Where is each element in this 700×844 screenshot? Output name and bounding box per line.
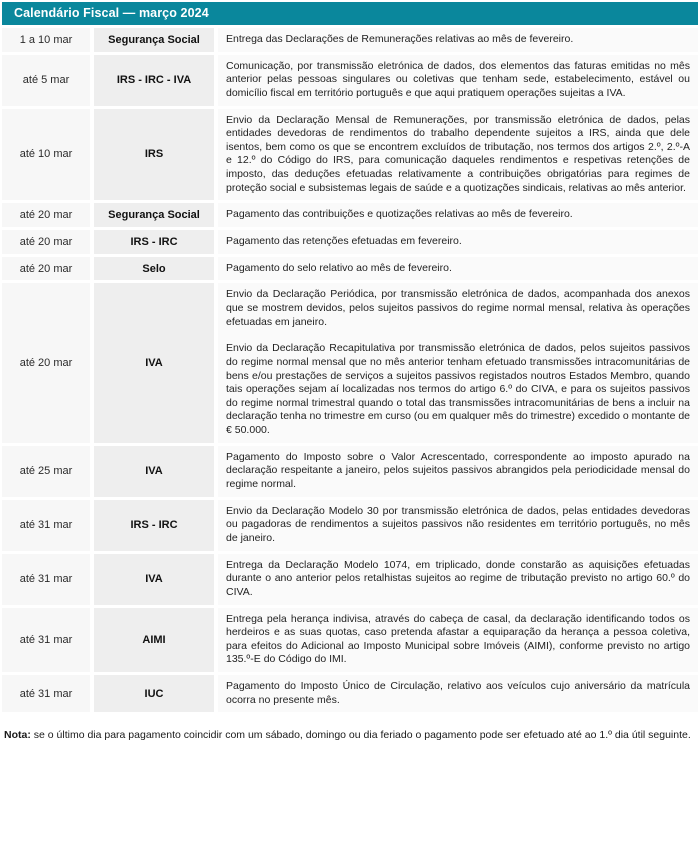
date-cell: até 31 mar	[2, 500, 90, 551]
table-row	[2, 675, 698, 712]
table-row	[2, 203, 698, 227]
description-cell: Entrega da Declaração Modelo 1074, em triplicado, donde constarão as aquisições efetuadas durante o ano anterior pelos retalhistas sujeitos ao regime de tributação previsto no artigo 60.º do CIVA.	[218, 554, 698, 605]
tax-type-cell: IRS - IRC	[94, 230, 214, 254]
table-row	[2, 257, 698, 281]
tax-type-cell: IRS - IRC	[94, 500, 214, 551]
fiscal-calendar-table	[2, 28, 698, 712]
table-row	[2, 500, 698, 551]
tax-type-cell: Selo	[94, 257, 214, 281]
date-cell: até 5 mar	[2, 55, 90, 106]
description-cell: Entrega das Declarações de Remunerações relativas ao mês de fevereiro.	[218, 28, 698, 52]
tax-type-cell: IRS - IRC - IVA	[94, 55, 214, 106]
date-cell: até 20 mar	[2, 257, 90, 281]
description-cell: Comunicação, por transmissão eletrónica de dados, dos elementos das faturas emitidas no mês anterior pelas pessoas singulares ou coletivas que tenham sede, estabelecimento, estável ou domicílio fiscal em território português e que aqui pratiquem operações sujeitas a IVA.	[218, 55, 698, 106]
date-cell: até 20 mar	[2, 283, 90, 442]
description-cell: Envio da Declaração Modelo 30 por transmissão eletrónica de dados, pelas entidades devedoras ou pagadoras de rendimentos a sujeitos passivos não residentes em território português, no mês de janeiro.	[218, 500, 698, 551]
description-cell: Envio da Declaração Mensal de Remunerações, por transmissão eletrónica de dados, pelas entidades devedoras de rendimentos do trabalho dependente sujeitos a IRS, ainda que dele isentos, bem como os que se encontrem excluídos de tributação, nos termos dos artigos 2.º, 2.º-A e 12.º do Código do IRS, para comunicação daqueles rendimentos e respetivas retenções de imposto, das deduções efetuadas relativamente a contribuições obrigatórias para regimes de proteção social e subsistemas legais de saúde e a quotizações sindicais, relativas ao mês anterior.	[218, 109, 698, 201]
tax-type-cell: AIMI	[94, 608, 214, 673]
date-cell: até 31 mar	[2, 608, 90, 673]
tax-type-cell: IVA	[94, 283, 214, 442]
page-title: Calendário Fiscal — março 2024	[2, 2, 698, 25]
date-cell: até 10 mar	[2, 109, 90, 201]
tax-type-cell: Segurança Social	[94, 203, 214, 227]
footer-note	[4, 727, 696, 743]
description-cell: Pagamento do Imposto sobre o Valor Acrescentado, correspondente ao imposto apurado na declaração respeitante a janeiro, pelos sujeitos passivos abrangidos pela periodicidade mensal do regime normal.	[218, 446, 698, 497]
footer-note-text: se o último dia para pagamento coincidir com um sábado, domingo ou dia feriado o pagamento pode ser efetuado até ao 1.º dia útil seguinte.	[30, 729, 691, 742]
tax-type-cell: IUC	[94, 675, 214, 712]
tax-type-cell: IRS	[94, 109, 214, 201]
tax-type-cell: IVA	[94, 554, 214, 605]
description-cell: Pagamento do selo relativo ao mês de fevereiro.	[218, 257, 698, 281]
table-row	[2, 55, 698, 106]
table-row	[2, 283, 698, 442]
date-cell: até 20 mar	[2, 203, 90, 227]
table-row	[2, 230, 698, 254]
table-row	[2, 446, 698, 497]
description-cell: Pagamento das contribuições e quotizações relativas ao mês de fevereiro.	[218, 203, 698, 227]
table-row	[2, 109, 698, 201]
date-cell: até 20 mar	[2, 230, 90, 254]
description-cell: Envio da Declaração Periódica, por transmissão eletrónica de dados, acompanhada dos anexos que se mostrem devidos, pelos sujeitos passivos do regime normal mensal, relativa às operações efetuadas em janeiro. Envio da Declaração Recapitulativa por transmissão eletrónica de dados, pelos sujeitos passivos do regime normal mensal que no mês anterior tenham efetuado transmissões intracomunitárias de bens e/ou prestações de serviços a sujeitos passivos registados noutros Estados Membro, quando tais operações sejam aí localizadas nos termos do artigo 6.º do CIVA, e para os sujeitos passivos do regime normal trimestral quando o total das transmissões intracomunitárias de bens a incluir na declaração tenha no trimestre em curso (ou em qualquer mês do trimestre) excedido o montante de € 50.000.	[218, 283, 698, 442]
date-cell: 1 a 10 mar	[2, 28, 90, 52]
table-row	[2, 28, 698, 52]
description-cell: Pagamento do Imposto Único de Circulação, relativo aos veículos cujo aniversário da matrícula ocorra no presente mês.	[218, 675, 698, 712]
tax-type-cell: IVA	[94, 446, 214, 497]
description-cell: Pagamento das retenções efetuadas em fevereiro.	[218, 230, 698, 254]
footer-note-label: Nota:	[4, 729, 31, 742]
tax-type-cell: Segurança Social	[94, 28, 214, 52]
date-cell: até 25 mar	[2, 446, 90, 497]
date-cell: até 31 mar	[2, 554, 90, 605]
date-cell: até 31 mar	[2, 675, 90, 712]
description-cell: Entrega pela herança indivisa, através do cabeça de casal, da declaração identificando todos os herdeiros e as suas quotas, caso pretenda afastar a equiparação da herança a pessoa coletiva, para efeitos do Adicional ao Imposto Municipal sobre Imóveis (AIMI), conforme previsto no artigo 135.º-E do Código do IMI.	[218, 608, 698, 673]
table-row	[2, 608, 698, 673]
table-row	[2, 554, 698, 605]
